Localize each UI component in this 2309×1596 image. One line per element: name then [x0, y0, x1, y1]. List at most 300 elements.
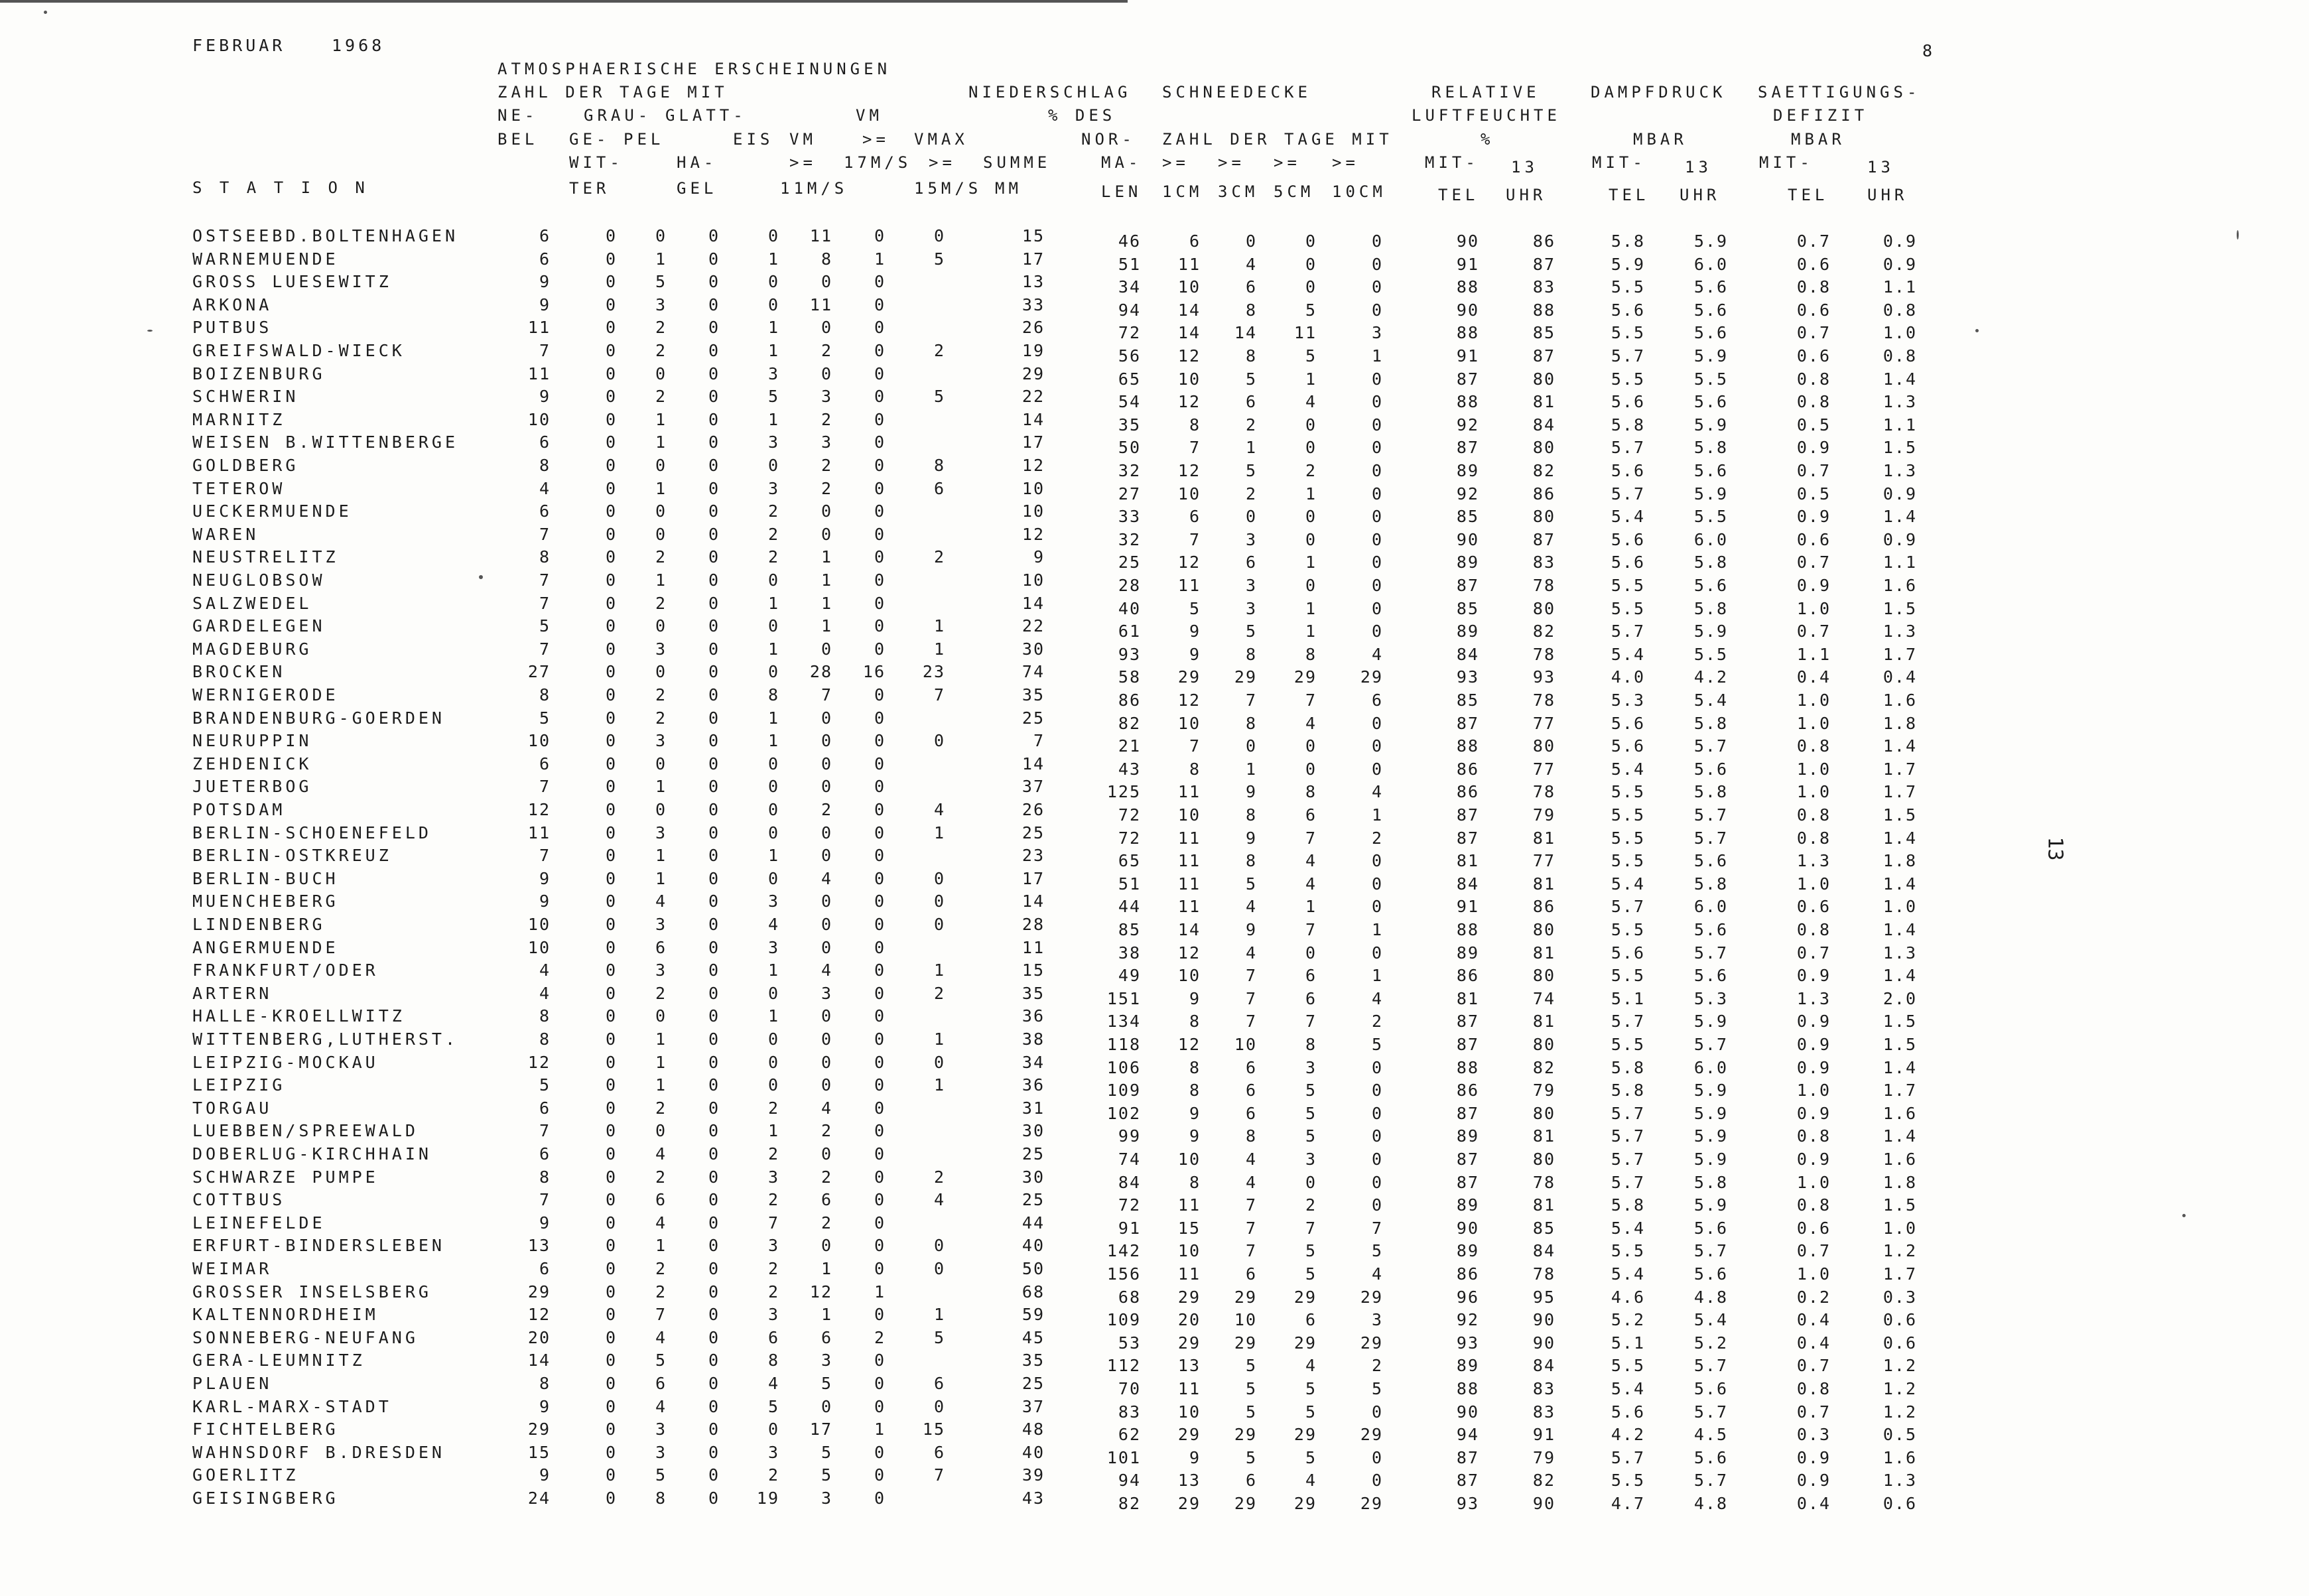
- cell-vm11: 3: [821, 1351, 832, 1370]
- cell-sd-13uhr: 1.7: [1882, 1264, 1917, 1284]
- cell-pct-normal: 38: [1118, 943, 1141, 963]
- cell-dd-13uhr: 5.7: [1693, 1356, 1728, 1375]
- cell-sd-13uhr: 0.8: [1882, 346, 1917, 366]
- cell-rf-mittel: 89: [1456, 461, 1479, 480]
- cell-graupel: 1: [655, 1030, 667, 1049]
- cell-rf-13uhr: 80: [1532, 966, 1555, 985]
- cell-summe: 40: [1022, 1236, 1045, 1255]
- cell-snow-10cm: 0: [1371, 622, 1383, 641]
- cell-rf-13uhr: 80: [1532, 736, 1555, 756]
- cell-vm11: 2: [821, 1167, 832, 1187]
- cell-pct-normal: 44: [1118, 897, 1141, 916]
- cell-gewitter: 0: [605, 432, 617, 452]
- header-mit-3: MIT-: [1759, 153, 1814, 172]
- cell-snow-1cm: 7: [1189, 530, 1201, 549]
- cell-pct-normal: 72: [1118, 829, 1141, 848]
- cell-rf-13uhr: 74: [1532, 989, 1555, 1008]
- cell-nebel: 7: [539, 594, 551, 613]
- cell-dd-mittel: 5.5: [1611, 1035, 1645, 1054]
- cell-snow-3cm: 29: [1234, 1425, 1257, 1444]
- cell-hagel: 0: [708, 1075, 720, 1095]
- cell-nebel: 6: [539, 1098, 551, 1118]
- cell-vmax15: 0: [933, 1053, 945, 1072]
- cell-snow-3cm: 6: [1245, 1104, 1257, 1123]
- header-uhr-2: UHR: [1680, 186, 1721, 204]
- cell-nebel: 6: [539, 226, 551, 245]
- cell-rf-13uhr: 80: [1532, 599, 1555, 618]
- cell-dd-mittel: 5.9: [1611, 255, 1645, 274]
- cell-snow-5cm: 7: [1305, 829, 1317, 848]
- cell-vm11: 17: [809, 1420, 832, 1439]
- cell-glatteis: 0: [767, 754, 779, 773]
- cell-summe: 14: [1022, 754, 1045, 773]
- cell-hagel: 0: [708, 777, 720, 796]
- station-name: ANGERMUENDE: [192, 938, 339, 957]
- cell-dd-13uhr: 5.6: [1693, 760, 1728, 779]
- cell-vmax15: 2: [933, 341, 945, 360]
- cell-gewitter: 0: [605, 1144, 617, 1164]
- header-gel: GEL: [677, 179, 718, 198]
- station-name: UECKERMUENDE: [192, 501, 352, 521]
- cell-rf-13uhr: 80: [1532, 920, 1555, 939]
- cell-sd-mittel: 1.0: [1796, 1173, 1831, 1192]
- cell-sd-mittel: 1.3: [1796, 851, 1831, 870]
- cell-rf-13uhr: 91: [1532, 1425, 1555, 1444]
- cell-pct-normal: 84: [1118, 1173, 1141, 1192]
- cell-dd-mittel: 5.5: [1611, 323, 1645, 342]
- station-name: GOLDBERG: [192, 456, 299, 475]
- cell-dd-mittel: 5.7: [1611, 1150, 1645, 1169]
- cell-snow-3cm: 6: [1245, 1058, 1257, 1077]
- cell-rf-mittel: 87: [1456, 805, 1479, 825]
- cell-vm11: 6: [821, 1190, 832, 1209]
- cell-dd-13uhr: 5.5: [1693, 645, 1728, 664]
- cell-hagel: 0: [708, 501, 720, 521]
- cell-snow-10cm: 1: [1371, 346, 1383, 366]
- header-zahl-tage: ZAHL DER TAGE MIT: [1162, 130, 1393, 149]
- cell-glatteis: 3: [767, 1443, 779, 1462]
- cell-snow-10cm: 29: [1360, 1494, 1383, 1513]
- cell-glatteis: 1: [767, 961, 779, 980]
- cell-gewitter: 0: [605, 639, 617, 659]
- cell-sd-mittel: 0.8: [1796, 392, 1831, 411]
- cell-glatteis: 2: [767, 1259, 779, 1278]
- cell-sd-13uhr: 0.6: [1882, 1494, 1917, 1513]
- cell-snow-1cm: 11: [1177, 782, 1201, 801]
- cell-dd-mittel: 5.6: [1611, 461, 1645, 480]
- cell-hagel: 0: [708, 364, 720, 383]
- cell-summe: 35: [1022, 685, 1045, 704]
- cell-dd-mittel: 5.5: [1611, 920, 1645, 939]
- cell-glatteis: 0: [767, 570, 779, 590]
- header-11ms: 11M/S: [780, 179, 848, 198]
- cell-sd-mittel: 1.0: [1796, 760, 1831, 779]
- cell-snow-10cm: 5: [1371, 1035, 1383, 1054]
- cell-vm11: 6: [821, 1328, 832, 1347]
- cell-sd-13uhr: 1.3: [1882, 392, 1917, 411]
- cell-pct-normal: 51: [1118, 255, 1141, 274]
- cell-rf-mittel: 86: [1456, 782, 1479, 801]
- station-name: HALLE-KROELLWITZ: [192, 1006, 405, 1026]
- cell-snow-1cm: 11: [1177, 255, 1201, 274]
- cell-nebel: 9: [539, 295, 551, 314]
- station-name: MUENCHEBERG: [192, 892, 339, 911]
- cell-sd-mittel: 1.0: [1796, 599, 1831, 618]
- cell-sd-13uhr: 0.9: [1882, 255, 1917, 274]
- cell-snow-3cm: 7: [1245, 1012, 1257, 1031]
- cell-gewitter: 0: [605, 1053, 617, 1072]
- header-uhr-1: UHR: [1506, 186, 1547, 204]
- cell-snow-10cm: 0: [1371, 736, 1383, 756]
- cell-snow-3cm: 6: [1245, 1471, 1257, 1490]
- station-name: ERFURT-BINDERSLEBEN: [192, 1236, 445, 1255]
- cell-graupel: 1: [655, 1236, 667, 1255]
- cell-glatteis: 2: [767, 1282, 779, 1301]
- cell-glatteis: 5: [767, 387, 779, 406]
- cell-gewitter: 0: [605, 1351, 617, 1370]
- cell-nebel: 8: [539, 1374, 551, 1393]
- cell-snow-5cm: 29: [1293, 667, 1317, 687]
- cell-vm11: 2: [821, 1213, 832, 1232]
- cell-rf-13uhr: 86: [1532, 232, 1555, 251]
- cell-rf-13uhr: 87: [1532, 255, 1555, 274]
- cell-dd-13uhr: 5.6: [1693, 1379, 1728, 1398]
- cell-graupel: 5: [655, 1465, 667, 1485]
- cell-snow-1cm: 10: [1177, 277, 1201, 297]
- cell-hagel: 0: [708, 456, 720, 475]
- cell-snow-10cm: 0: [1371, 1402, 1383, 1422]
- cell-summe: 28: [1022, 915, 1045, 934]
- cell-pct-normal: 101: [1106, 1448, 1141, 1467]
- cell-rf-13uhr: 87: [1532, 346, 1555, 366]
- cell-rf-mittel: 87: [1456, 1035, 1479, 1054]
- cell-snow-10cm: 29: [1360, 1288, 1383, 1307]
- cell-vmax15: 1: [933, 639, 945, 659]
- cell-dd-13uhr: 5.9: [1693, 232, 1728, 251]
- cell-summe: 29: [1022, 364, 1045, 383]
- cell-rf-13uhr: 80: [1532, 1035, 1555, 1054]
- cell-sd-13uhr: 1.4: [1882, 1126, 1917, 1146]
- cell-sd-13uhr: 1.4: [1882, 369, 1917, 389]
- cell-hagel: 0: [708, 754, 720, 773]
- cell-pct-normal: 134: [1106, 1012, 1141, 1031]
- cell-graupel: 3: [655, 1420, 667, 1439]
- cell-graupel: 1: [655, 846, 667, 865]
- cell-vm11: 0: [821, 364, 832, 383]
- cell-snow-10cm: 0: [1371, 760, 1383, 779]
- cell-graupel: 0: [655, 525, 667, 544]
- cell-snow-3cm: 4: [1245, 1173, 1257, 1192]
- cell-snow-5cm: 0: [1305, 415, 1317, 434]
- cell-dd-13uhr: 5.6: [1693, 277, 1728, 297]
- cell-vm11: 0: [821, 892, 832, 911]
- cell-dd-13uhr: 5.8: [1693, 714, 1728, 733]
- cell-snow-10cm: 0: [1371, 576, 1383, 595]
- cell-dd-mittel: 5.1: [1611, 989, 1645, 1008]
- cell-vm11: 4: [821, 869, 832, 888]
- cell-snow-1cm: 29: [1177, 667, 1201, 687]
- cell-gewitter: 0: [605, 1030, 617, 1049]
- cell-dd-mittel: 4.6: [1611, 1288, 1645, 1307]
- cell-snow-1cm: 10: [1177, 1241, 1201, 1260]
- station-name: GOERLITZ: [192, 1465, 299, 1485]
- cell-pct-normal: 70: [1118, 1379, 1141, 1398]
- cell-snow-5cm: 7: [1305, 691, 1317, 710]
- cell-snow-5cm: 1: [1305, 553, 1317, 572]
- cell-rf-13uhr: 95: [1532, 1288, 1555, 1307]
- cell-snow-5cm: 3: [1305, 1058, 1317, 1077]
- cell-vm17: 0: [874, 731, 886, 750]
- cell-vm17: 1: [874, 1420, 886, 1439]
- station-name: NEUSTRELITZ: [192, 547, 339, 566]
- header-ge15: >=: [929, 153, 956, 172]
- cell-dd-13uhr: 5.7: [1693, 1471, 1728, 1490]
- cell-pct-normal: 109: [1106, 1310, 1141, 1329]
- cell-gewitter: 0: [605, 1465, 617, 1485]
- cell-dd-13uhr: 5.6: [1693, 920, 1728, 939]
- cell-nebel: 20: [527, 1328, 551, 1347]
- cell-summe: 37: [1022, 1397, 1045, 1416]
- cell-snow-10cm: 0: [1371, 369, 1383, 389]
- scan-edge-line: [0, 0, 1128, 3]
- cell-rf-mittel: 90: [1456, 530, 1479, 549]
- cell-dd-mittel: 5.4: [1611, 507, 1645, 526]
- cell-rf-mittel: 85: [1456, 691, 1479, 710]
- cell-sd-13uhr: 1.2: [1882, 1379, 1917, 1398]
- cell-vmax15: 0: [933, 226, 945, 245]
- cell-dd-mittel: 5.5: [1611, 1241, 1645, 1260]
- cell-vm17: 0: [874, 1167, 886, 1187]
- cell-nebel: 5: [539, 616, 551, 635]
- cell-gewitter: 0: [605, 1374, 617, 1393]
- cell-dd-13uhr: 6.0: [1693, 255, 1728, 274]
- cell-sd-13uhr: 2.0: [1882, 989, 1917, 1008]
- header-pct-des: % DES: [1048, 106, 1116, 125]
- cell-pct-normal: 112: [1106, 1356, 1141, 1375]
- cell-sd-13uhr: 1.4: [1882, 736, 1917, 756]
- cell-vm17: 0: [874, 226, 886, 245]
- cell-dd-13uhr: 5.8: [1693, 599, 1728, 618]
- cell-vm11: 0: [821, 823, 832, 842]
- cell-sd-mittel: 0.4: [1796, 1494, 1831, 1513]
- cell-nebel: 4: [539, 479, 551, 498]
- cell-vm11: 1: [821, 616, 832, 635]
- cell-pct-normal: 72: [1118, 323, 1141, 342]
- cell-gewitter: 0: [605, 1236, 617, 1255]
- cell-snow-1cm: 11: [1177, 576, 1201, 595]
- station-name: MAGDEBURG: [192, 639, 312, 659]
- cell-hagel: 0: [708, 685, 720, 704]
- cell-snow-3cm: 29: [1234, 1288, 1257, 1307]
- cell-rf-13uhr: 77: [1532, 714, 1555, 733]
- cell-sd-13uhr: 1.1: [1882, 277, 1917, 297]
- cell-rf-mittel: 88: [1456, 1379, 1479, 1398]
- cell-dd-mittel: 5.5: [1611, 805, 1645, 825]
- cell-dd-13uhr: 5.6: [1693, 461, 1728, 480]
- cell-snow-10cm: 0: [1371, 1471, 1383, 1490]
- cell-vm17: 0: [874, 1305, 886, 1324]
- scan-speck: [44, 11, 47, 14]
- cell-gewitter: 0: [605, 364, 617, 383]
- cell-graupel: 1: [655, 410, 667, 429]
- cell-sd-mittel: 0.7: [1796, 1356, 1831, 1375]
- cell-gewitter: 0: [605, 570, 617, 590]
- header-10cm: 10CM: [1332, 182, 1386, 201]
- cell-dd-13uhr: 5.6: [1693, 300, 1728, 320]
- cell-snow-1cm: 10: [1177, 1150, 1201, 1169]
- cell-snow-10cm: 5: [1371, 1379, 1383, 1398]
- station-name: WAHNSDORF B.DRESDEN: [192, 1443, 445, 1462]
- cell-rf-mittel: 88: [1456, 323, 1479, 342]
- cell-rf-13uhr: 82: [1532, 622, 1555, 641]
- cell-sd-13uhr: 0.4: [1882, 667, 1917, 687]
- cell-graupel: 2: [655, 387, 667, 406]
- cell-rf-mittel: 89: [1456, 553, 1479, 572]
- cell-dd-13uhr: 4.5: [1693, 1425, 1728, 1444]
- cell-rf-mittel: 85: [1456, 507, 1479, 526]
- cell-vm17: 0: [874, 1351, 886, 1370]
- cell-summe: 43: [1022, 1489, 1045, 1508]
- cell-vm17: 0: [874, 1121, 886, 1140]
- cell-gewitter: 0: [605, 1006, 617, 1026]
- cell-vm17: 0: [874, 800, 886, 819]
- cell-snow-3cm: 10: [1234, 1310, 1257, 1329]
- cell-sd-13uhr: 0.6: [1882, 1310, 1917, 1329]
- cell-dd-13uhr: 5.5: [1693, 507, 1728, 526]
- cell-snow-5cm: 5: [1305, 1379, 1317, 1398]
- cell-snow-1cm: 10: [1177, 1402, 1201, 1422]
- cell-snow-10cm: 0: [1371, 1081, 1383, 1100]
- cell-snow-10cm: 0: [1371, 1150, 1383, 1169]
- cell-snow-3cm: 2: [1245, 415, 1257, 434]
- cell-summe: 19: [1022, 341, 1045, 360]
- cell-rf-mittel: 84: [1456, 645, 1479, 664]
- cell-rf-mittel: 87: [1456, 714, 1479, 733]
- station-name: SALZWEDEL: [192, 594, 312, 613]
- cell-hagel: 0: [708, 594, 720, 613]
- cell-hagel: 0: [708, 1328, 720, 1347]
- cell-gewitter: 0: [605, 1259, 617, 1278]
- cell-nebel: 8: [539, 547, 551, 566]
- cell-gewitter: 0: [605, 547, 617, 566]
- cell-vm11: 1: [821, 1259, 832, 1278]
- cell-snow-5cm: 11: [1293, 323, 1317, 342]
- cell-snow-5cm: 29: [1293, 1494, 1317, 1513]
- cell-hagel: 0: [708, 547, 720, 566]
- cell-graupel: 2: [655, 1282, 667, 1301]
- cell-sd-mittel: 0.9: [1796, 1012, 1831, 1031]
- cell-hagel: 0: [708, 1213, 720, 1232]
- cell-snow-10cm: 0: [1371, 438, 1383, 457]
- cell-snow-5cm: 0: [1305, 760, 1317, 779]
- cell-gewitter: 0: [605, 410, 617, 429]
- cell-hagel: 0: [708, 432, 720, 452]
- cell-vm11: 28: [809, 662, 832, 681]
- cell-graupel: 2: [655, 685, 667, 704]
- cell-nebel: 6: [539, 1259, 551, 1278]
- cell-pct-normal: 109: [1106, 1081, 1141, 1100]
- cell-snow-3cm: 7: [1245, 1195, 1257, 1215]
- cell-gewitter: 0: [605, 823, 617, 842]
- cell-sd-mittel: 0.8: [1796, 736, 1831, 756]
- cell-sd-13uhr: 1.6: [1882, 1104, 1917, 1123]
- cell-sd-mittel: 0.9: [1796, 966, 1831, 985]
- scan-speck: [147, 330, 153, 332]
- cell-dd-13uhr: 5.9: [1693, 346, 1728, 366]
- cell-summe: 38: [1022, 1030, 1045, 1049]
- cell-hagel: 0: [708, 938, 720, 957]
- cell-gewitter: 0: [605, 708, 617, 728]
- cell-dd-13uhr: 5.6: [1693, 1264, 1728, 1284]
- cell-dd-13uhr: 5.6: [1693, 1448, 1728, 1467]
- cell-dd-mittel: 5.1: [1611, 1333, 1645, 1353]
- cell-snow-3cm: 9: [1245, 920, 1257, 939]
- cell-rf-13uhr: 78: [1532, 782, 1555, 801]
- cell-rf-mittel: 93: [1456, 1333, 1479, 1353]
- cell-vm17: 1: [874, 1282, 886, 1301]
- cell-hagel: 0: [708, 1190, 720, 1209]
- cell-sd-mittel: 0.6: [1796, 255, 1831, 274]
- cell-graupel: 2: [655, 318, 667, 337]
- station-name: DOBERLUG-KIRCHHAIN: [192, 1144, 432, 1164]
- cell-gewitter: 0: [605, 1305, 617, 1324]
- cell-snow-10cm: 7: [1371, 1219, 1383, 1238]
- cell-snow-3cm: 29: [1234, 1494, 1257, 1513]
- cell-graupel: 1: [655, 479, 667, 498]
- cell-sd-mittel: 1.1: [1796, 645, 1831, 664]
- cell-pct-normal: 142: [1106, 1241, 1141, 1260]
- cell-vm17: 0: [874, 318, 886, 337]
- header-tel-1: TEL: [1438, 186, 1479, 204]
- cell-gewitter: 0: [605, 318, 617, 337]
- cell-sd-13uhr: 0.8: [1882, 300, 1917, 320]
- header-ge: GE-: [569, 130, 610, 149]
- cell-vmax15: 4: [933, 1190, 945, 1209]
- cell-glatteis: 2: [767, 1465, 779, 1485]
- cell-dd-13uhr: 5.8: [1693, 1173, 1728, 1192]
- cell-hagel: 0: [708, 869, 720, 888]
- cell-snow-1cm: 10: [1177, 714, 1201, 733]
- cell-summe: 22: [1022, 616, 1045, 635]
- cell-dd-13uhr: 5.8: [1693, 782, 1728, 801]
- cell-gewitter: 0: [605, 961, 617, 980]
- station-name: LINDENBERG: [192, 915, 326, 934]
- cell-sd-mittel: 0.8: [1796, 829, 1831, 848]
- cell-graupel: 1: [655, 1075, 667, 1095]
- cell-vm17: 0: [874, 685, 886, 704]
- cell-hagel: 0: [708, 410, 720, 429]
- cell-rf-13uhr: 82: [1532, 1471, 1555, 1490]
- cell-sd-mittel: 0.7: [1796, 323, 1831, 342]
- header-13-1: 13: [1511, 158, 1538, 176]
- cell-gewitter: 0: [605, 226, 617, 245]
- cell-graupel: 0: [655, 1121, 667, 1140]
- station-name: NEUGLOBSOW: [192, 570, 326, 590]
- cell-sd-mittel: 0.6: [1796, 1219, 1831, 1238]
- cell-graupel: 2: [655, 1259, 667, 1278]
- cell-hagel: 0: [708, 616, 720, 635]
- cell-snow-3cm: 4: [1245, 1150, 1257, 1169]
- cell-graupel: 2: [655, 341, 667, 360]
- cell-nebel: 6: [539, 501, 551, 521]
- cell-sd-13uhr: 1.2: [1882, 1241, 1917, 1260]
- station-name: WERNIGERODE: [192, 685, 339, 704]
- cell-vmax15: 8: [933, 456, 945, 475]
- cell-sd-mittel: 0.4: [1796, 1310, 1831, 1329]
- cell-vm11: 11: [809, 226, 832, 245]
- cell-nebel: 7: [539, 1121, 551, 1140]
- cell-snow-5cm: 5: [1305, 1448, 1317, 1467]
